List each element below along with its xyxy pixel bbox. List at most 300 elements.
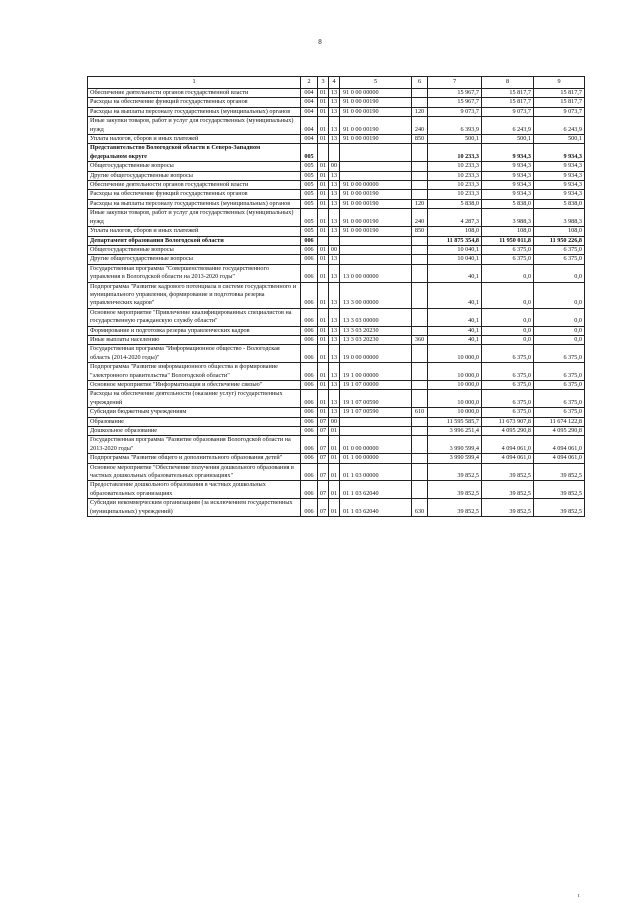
subsection-code-cell: 13 [329, 135, 340, 144]
amount-year-3-cell: 0,0 [534, 335, 585, 344]
target-item-code-cell: 91 0 00 00190 [340, 227, 412, 236]
table-row [88, 454, 585, 463]
target-item-code-cell: 19 1 07 00590 [340, 390, 412, 408]
target-item-code-cell: 13 3 00 00000 [340, 282, 412, 308]
row-name-cell: Формирование и подготовка резерва управленческих кадров [88, 326, 301, 335]
amount-year-1-cell: 10 233,3 [428, 190, 482, 199]
expense-type-code-cell: 610 [412, 408, 428, 417]
amount-year-1-cell: 4 287,3 [428, 209, 482, 227]
subsection-code-cell: 01 [329, 436, 340, 454]
amount-year-2-cell: 11 950 011,8 [482, 236, 534, 245]
amount-year-1-cell: 15 967,7 [428, 98, 482, 107]
expense-type-code-cell [412, 454, 428, 463]
row-name-cell: Иные выплаты населению [88, 335, 301, 344]
amount-year-2-cell: 6 375,0 [482, 245, 534, 254]
amount-year-2-cell: 6 375,0 [482, 390, 534, 408]
table-row [88, 255, 585, 264]
expense-type-code-cell [412, 463, 428, 481]
subsection-code-cell: 00 [329, 162, 340, 171]
target-item-code-cell: 91 0 00 00190 [340, 98, 412, 107]
column-header: 7 [428, 77, 482, 89]
subsection-code-cell: 13 [329, 264, 340, 282]
table-row [88, 481, 585, 499]
ministry-code-cell: 006 [301, 408, 318, 417]
ministry-code-cell: 006 [301, 335, 318, 344]
amount-year-3-cell: 0,0 [534, 308, 585, 326]
corner-mark: t [578, 894, 580, 899]
ministry-code-cell: 006 [301, 282, 318, 308]
subsection-code-cell: 13 [329, 190, 340, 199]
expense-type-code-cell [412, 181, 428, 190]
table-row [88, 417, 585, 426]
subsection-code-cell [329, 236, 340, 245]
table-row [88, 326, 585, 335]
amount-year-2-cell: 108,0 [482, 227, 534, 236]
row-name-cell: Расходы на выплаты персоналу государственных (муниципальных) органов [88, 107, 301, 116]
subsection-code-cell: 13 [329, 171, 340, 180]
subsection-code-cell: 13 [329, 199, 340, 208]
target-item-code-cell: 01 1 03 00000 [340, 463, 412, 481]
expense-type-code-cell [412, 236, 428, 245]
row-name-cell: Расходы на выплаты персоналу государственных (муниципальных) органов [88, 199, 301, 208]
target-item-code-cell [340, 162, 412, 171]
amount-year-2-cell: 11 673 907,8 [482, 417, 534, 426]
ministry-code-cell: 006 [301, 245, 318, 254]
row-name-cell: Расходы на обеспечение функций государственных органов [88, 190, 301, 199]
amount-year-3-cell: 9 934,3 [534, 181, 585, 190]
table-row [88, 345, 585, 363]
amount-year-2-cell: 6 375,0 [482, 345, 534, 363]
target-item-code-cell [340, 144, 412, 162]
target-item-code-cell: 19 1 00 00000 [340, 363, 412, 381]
section-code-cell: 01 [318, 308, 329, 326]
expense-type-code-cell [412, 89, 428, 98]
section-code-cell: 01 [318, 162, 329, 171]
amount-year-3-cell: 11 950 226,8 [534, 236, 585, 245]
amount-year-3-cell: 39 852,5 [534, 481, 585, 499]
amount-year-3-cell: 15 817,7 [534, 89, 585, 98]
amount-year-3-cell: 6 375,0 [534, 245, 585, 254]
ministry-code-cell: 006 [301, 381, 318, 390]
expense-type-code-cell [412, 390, 428, 408]
subsection-code-cell: 00 [329, 417, 340, 426]
expense-type-code-cell [412, 345, 428, 363]
amount-year-1-cell: 10 233,3 [428, 162, 482, 171]
column-header: 6 [412, 77, 428, 89]
ministry-code-cell: 006 [301, 427, 318, 436]
expense-type-code-cell [412, 326, 428, 335]
amount-year-3-cell: 108,0 [534, 227, 585, 236]
amount-year-1-cell: 10 233,3 [428, 171, 482, 180]
section-code-cell: 07 [318, 454, 329, 463]
amount-year-3-cell: 6 375,0 [534, 345, 585, 363]
expense-type-code-cell: 120 [412, 199, 428, 208]
row-name-cell: Государственная программа "Развитие образования Вологодской области на 2013-2020 годы" [88, 436, 301, 454]
amount-year-2-cell: 39 852,5 [482, 481, 534, 499]
table-row [88, 98, 585, 107]
row-name-cell: Предоставление дошкольного образования в частных дошкольных образовательных организациях [88, 481, 301, 499]
ministry-code-cell: 006 [301, 326, 318, 335]
table-row [88, 463, 585, 481]
table-row [88, 436, 585, 454]
amount-year-1-cell: 10 000,0 [428, 390, 482, 408]
amount-year-1-cell: 108,0 [428, 227, 482, 236]
section-code-cell: 01 [318, 326, 329, 335]
expense-type-code-cell [412, 264, 428, 282]
amount-year-2-cell: 0,0 [482, 308, 534, 326]
target-item-code-cell: 01 1 00 00000 [340, 454, 412, 463]
amount-year-1-cell: 10 040,1 [428, 245, 482, 254]
expense-type-code-cell [412, 190, 428, 199]
expense-type-code-cell [412, 436, 428, 454]
amount-year-2-cell: 6 375,0 [482, 408, 534, 417]
target-item-code-cell: 19 0 00 00000 [340, 345, 412, 363]
column-header: 9 [534, 77, 585, 89]
row-name-cell: Иные закупки товаров, работ и услуг для государственных (муниципальных) нужд [88, 209, 301, 227]
subsection-code-cell: 13 [329, 363, 340, 381]
amount-year-1-cell: 10 040,1 [428, 255, 482, 264]
expense-type-code-cell: 850 [412, 227, 428, 236]
amount-year-2-cell: 39 852,5 [482, 499, 534, 517]
table-row [88, 264, 585, 282]
table-row [88, 89, 585, 98]
amount-year-2-cell: 4 094 061,0 [482, 436, 534, 454]
row-name-cell: Подпрограмма "Развитие информационного общества и формирование "электронного правительства" Вологодской области" [88, 363, 301, 381]
table-row [88, 181, 585, 190]
table-row [88, 107, 585, 116]
ministry-code-cell: 004 [301, 98, 318, 107]
column-header: 8 [482, 77, 534, 89]
amount-year-3-cell: 6 243,9 [534, 117, 585, 135]
amount-year-1-cell: 3 990 599,4 [428, 436, 482, 454]
amount-year-2-cell: 0,0 [482, 282, 534, 308]
column-header: 4 [329, 77, 340, 89]
subsection-code-cell: 13 [329, 308, 340, 326]
amount-year-2-cell: 0,0 [482, 326, 534, 335]
target-item-code-cell: 13 3 03 20230 [340, 335, 412, 344]
section-code-cell: 01 [318, 135, 329, 144]
target-item-code-cell: 01 0 00 00000 [340, 436, 412, 454]
target-item-code-cell [340, 427, 412, 436]
row-name-cell: Общегосударственные вопросы [88, 245, 301, 254]
amount-year-1-cell: 40,1 [428, 282, 482, 308]
amount-year-1-cell: 10 000,0 [428, 345, 482, 363]
amount-year-2-cell: 9 934,3 [482, 144, 534, 162]
section-code-cell: 01 [318, 255, 329, 264]
amount-year-1-cell: 39 852,5 [428, 481, 482, 499]
section-code-cell: 01 [318, 171, 329, 180]
amount-year-3-cell: 6 375,0 [534, 381, 585, 390]
subsection-code-cell: 00 [329, 245, 340, 254]
row-name-cell: Другие общегосударственные вопросы [88, 171, 301, 180]
section-code-cell [318, 144, 329, 162]
subsection-code-cell: 13 [329, 326, 340, 335]
ministry-code-cell: 005 [301, 209, 318, 227]
section-code-cell: 01 [318, 345, 329, 363]
section-code-cell: 01 [318, 381, 329, 390]
subsection-code-cell: 13 [329, 408, 340, 417]
row-name-cell: Подпрограмма "Развитие общего и дополнительного образования детей" [88, 454, 301, 463]
amount-year-1-cell: 40,1 [428, 335, 482, 344]
target-item-code-cell: 13 3 03 20230 [340, 326, 412, 335]
subsection-code-cell: 13 [329, 209, 340, 227]
amount-year-1-cell: 11 595 585,7 [428, 417, 482, 426]
target-item-code-cell: 91 0 00 00000 [340, 89, 412, 98]
target-item-code-cell [340, 171, 412, 180]
row-name-cell: Уплата налогов, сборов и иных платежей [88, 135, 301, 144]
column-header: 5 [340, 77, 412, 89]
amount-year-1-cell: 40,1 [428, 308, 482, 326]
amount-year-1-cell: 3 996 251,4 [428, 427, 482, 436]
target-item-code-cell: 19 1 07 00000 [340, 381, 412, 390]
budget-table [87, 76, 585, 517]
section-code-cell: 01 [318, 282, 329, 308]
table-row [88, 199, 585, 208]
table-row [88, 171, 585, 180]
expense-type-code-cell [412, 417, 428, 426]
amount-year-2-cell: 9 073,7 [482, 107, 534, 116]
table-row [88, 282, 585, 308]
amount-year-3-cell: 4 095 290,8 [534, 427, 585, 436]
target-item-code-cell: 91 0 00 00190 [340, 107, 412, 116]
expense-type-code-cell [412, 98, 428, 107]
expense-type-code-cell [412, 255, 428, 264]
amount-year-3-cell: 11 674 122,8 [534, 417, 585, 426]
section-code-cell: 01 [318, 227, 329, 236]
table-row [88, 135, 585, 144]
amount-year-2-cell: 5 838,0 [482, 199, 534, 208]
row-name-cell: Основное мероприятие "Информатизация и обеспечение связью" [88, 381, 301, 390]
amount-year-3-cell: 6 375,0 [534, 390, 585, 408]
amount-year-1-cell: 10 000,0 [428, 408, 482, 417]
table-row [88, 408, 585, 417]
expense-type-code-cell [412, 245, 428, 254]
amount-year-1-cell: 10 233,3 [428, 181, 482, 190]
target-item-code-cell: 91 0 00 00000 [340, 181, 412, 190]
section-code-cell: 01 [318, 264, 329, 282]
row-name-cell: Субсидии бюджетным учреждениям [88, 408, 301, 417]
amount-year-3-cell: 9 934,3 [534, 171, 585, 180]
ministry-code-cell: 004 [301, 89, 318, 98]
row-name-cell: Государственная программа "Совершенствование государственного управления в Вологодской области на 2013-2020 годы" [88, 264, 301, 282]
expense-type-code-cell [412, 162, 428, 171]
target-item-code-cell: 01 1 03 62040 [340, 481, 412, 499]
row-name-cell: Образование [88, 417, 301, 426]
amount-year-2-cell: 4 094 061,0 [482, 454, 534, 463]
section-code-cell: 01 [318, 107, 329, 116]
target-item-code-cell: 13 3 03 00000 [340, 308, 412, 326]
amount-year-2-cell: 9 934,3 [482, 181, 534, 190]
section-code-cell: 01 [318, 117, 329, 135]
section-code-cell: 07 [318, 427, 329, 436]
subsection-code-cell: 01 [329, 499, 340, 517]
ministry-code-cell: 005 [301, 171, 318, 180]
row-name-cell: Дошкольное образование [88, 427, 301, 436]
amount-year-2-cell: 9 934,3 [482, 190, 534, 199]
amount-year-3-cell: 0,0 [534, 282, 585, 308]
expense-type-code-cell: 240 [412, 209, 428, 227]
amount-year-1-cell: 11 875 354,8 [428, 236, 482, 245]
amount-year-1-cell: 15 967,7 [428, 89, 482, 98]
subsection-code-cell: 01 [329, 454, 340, 463]
ministry-code-cell: 005 [301, 190, 318, 199]
table-header-row [88, 77, 585, 89]
row-name-cell: Обеспечение деятельности органов государственной власти [88, 181, 301, 190]
amount-year-1-cell: 6 393,9 [428, 117, 482, 135]
section-code-cell [318, 236, 329, 245]
expense-type-code-cell: 850 [412, 135, 428, 144]
amount-year-1-cell: 10 233,3 [428, 144, 482, 162]
section-code-cell: 07 [318, 436, 329, 454]
ministry-code-cell: 004 [301, 117, 318, 135]
target-item-code-cell: 91 0 00 00190 [340, 190, 412, 199]
row-name-cell: Обеспечение деятельности органов государственной власти [88, 89, 301, 98]
subsection-code-cell: 13 [329, 227, 340, 236]
ministry-code-cell: 006 [301, 255, 318, 264]
amount-year-2-cell: 39 852,5 [482, 463, 534, 481]
expense-type-code-cell: 240 [412, 117, 428, 135]
section-code-cell: 07 [318, 463, 329, 481]
table-row [88, 245, 585, 254]
table-row [88, 162, 585, 171]
section-code-cell: 01 [318, 363, 329, 381]
row-name-cell: Представительство Вологодской области в Северо-Западном федеральном округе [88, 144, 301, 162]
ministry-code-cell: 006 [301, 345, 318, 363]
row-name-cell: Иные закупки товаров, работ и услуг для государственных (муниципальных) нужд [88, 117, 301, 135]
amount-year-3-cell: 0,0 [534, 326, 585, 335]
amount-year-2-cell: 15 817,7 [482, 98, 534, 107]
column-header: 3 [318, 77, 329, 89]
section-code-cell: 01 [318, 98, 329, 107]
row-name-cell: Общегосударственные вопросы [88, 162, 301, 171]
table-row [88, 236, 585, 245]
section-code-cell: 07 [318, 499, 329, 517]
page-number: 8 [318, 38, 322, 46]
expense-type-code-cell [412, 481, 428, 499]
section-code-cell: 01 [318, 209, 329, 227]
row-name-cell: Департамент образования Вологодской области [88, 236, 301, 245]
expense-type-code-cell: 630 [412, 499, 428, 517]
expense-type-code-cell: 120 [412, 107, 428, 116]
subsection-code-cell: 13 [329, 282, 340, 308]
amount-year-3-cell: 6 375,0 [534, 255, 585, 264]
expense-type-code-cell [412, 144, 428, 162]
amount-year-2-cell: 6 375,0 [482, 363, 534, 381]
expense-type-code-cell [412, 308, 428, 326]
table-row [88, 209, 585, 227]
amount-year-3-cell: 39 852,5 [534, 463, 585, 481]
ministry-code-cell: 005 [301, 162, 318, 171]
amount-year-2-cell: 0,0 [482, 335, 534, 344]
target-item-code-cell: 91 0 00 00190 [340, 209, 412, 227]
subsection-code-cell: 13 [329, 335, 340, 344]
target-item-code-cell [340, 417, 412, 426]
section-code-cell: 01 [318, 181, 329, 190]
row-name-cell: Субсидии некоммерческим организациям (за исключением государственных (муниципальных) учреждений) [88, 499, 301, 517]
ministry-code-cell: 006 [301, 363, 318, 381]
amount-year-2-cell: 3 988,3 [482, 209, 534, 227]
ministry-code-cell: 006 [301, 499, 318, 517]
table-row [88, 144, 585, 162]
amount-year-3-cell: 9 073,7 [534, 107, 585, 116]
amount-year-3-cell: 6 375,0 [534, 408, 585, 417]
section-code-cell: 01 [318, 190, 329, 199]
amount-year-1-cell: 5 838,0 [428, 199, 482, 208]
column-header: 1 [88, 77, 301, 89]
table-row [88, 499, 585, 517]
amount-year-3-cell: 500,1 [534, 135, 585, 144]
table-row [88, 190, 585, 199]
amount-year-3-cell: 0,0 [534, 264, 585, 282]
subsection-code-cell: 01 [329, 427, 340, 436]
row-name-cell: Государственная программа "Информационное общество - Вологодская область (2014-2020 годы)" [88, 345, 301, 363]
amount-year-1-cell: 39 852,5 [428, 499, 482, 517]
amount-year-1-cell: 39 852,5 [428, 463, 482, 481]
section-code-cell: 01 [318, 408, 329, 417]
ministry-code-cell: 006 [301, 236, 318, 245]
section-code-cell: 01 [318, 199, 329, 208]
column-header: 2 [301, 77, 318, 89]
amount-year-3-cell: 5 838,0 [534, 199, 585, 208]
target-item-code-cell [340, 245, 412, 254]
row-name-cell: Расходы на обеспечение деятельности (оказание услуг) государственных учреждений [88, 390, 301, 408]
row-name-cell: Основное мероприятие "Привлечение квалифицированных специалистов на государственную гражданскую службу области" [88, 308, 301, 326]
amount-year-1-cell: 10 000,0 [428, 381, 482, 390]
amount-year-1-cell: 40,1 [428, 264, 482, 282]
target-item-code-cell [340, 255, 412, 264]
amount-year-2-cell: 9 934,3 [482, 171, 534, 180]
section-code-cell: 01 [318, 89, 329, 98]
amount-year-2-cell: 15 817,7 [482, 89, 534, 98]
amount-year-1-cell: 500,1 [428, 135, 482, 144]
expense-type-code-cell [412, 282, 428, 308]
amount-year-3-cell: 3 988,3 [534, 209, 585, 227]
table-row [88, 117, 585, 135]
table-row [88, 390, 585, 408]
amount-year-1-cell: 3 990 599,4 [428, 454, 482, 463]
subsection-code-cell: 13 [329, 107, 340, 116]
table-row [88, 381, 585, 390]
target-item-code-cell: 01 1 03 62040 [340, 499, 412, 517]
ministry-code-cell: 005 [301, 227, 318, 236]
ministry-code-cell: 006 [301, 417, 318, 426]
amount-year-3-cell: 15 817,7 [534, 98, 585, 107]
table-row [88, 427, 585, 436]
row-name-cell: Подпрограмма "Развитие кадрового потенциала в системе государственного и муниципального управления, формирование и подготовка резерва управленческих кадров" [88, 282, 301, 308]
row-name-cell: Основное мероприятие "Обеспечение получения дошкольного образования в частных дошкольных образовательных организациях" [88, 463, 301, 481]
subsection-code-cell: 13 [329, 345, 340, 363]
table-row [88, 363, 585, 381]
amount-year-3-cell: 4 094 061,0 [534, 436, 585, 454]
amount-year-3-cell: 6 375,0 [534, 363, 585, 381]
section-code-cell: 01 [318, 245, 329, 254]
subsection-code-cell: 13 [329, 390, 340, 408]
table-row [88, 335, 585, 344]
ministry-code-cell: 006 [301, 264, 318, 282]
table-row [88, 308, 585, 326]
subsection-code-cell: 13 [329, 255, 340, 264]
section-code-cell: 07 [318, 417, 329, 426]
subsection-code-cell: 13 [329, 98, 340, 107]
amount-year-3-cell: 4 094 061,0 [534, 454, 585, 463]
ministry-code-cell: 005 [301, 199, 318, 208]
section-code-cell: 07 [318, 481, 329, 499]
target-item-code-cell: 91 0 00 00190 [340, 117, 412, 135]
ministry-code-cell: 004 [301, 135, 318, 144]
table-row [88, 227, 585, 236]
target-item-code-cell: 13 0 00 00000 [340, 264, 412, 282]
amount-year-2-cell: 6 375,0 [482, 255, 534, 264]
